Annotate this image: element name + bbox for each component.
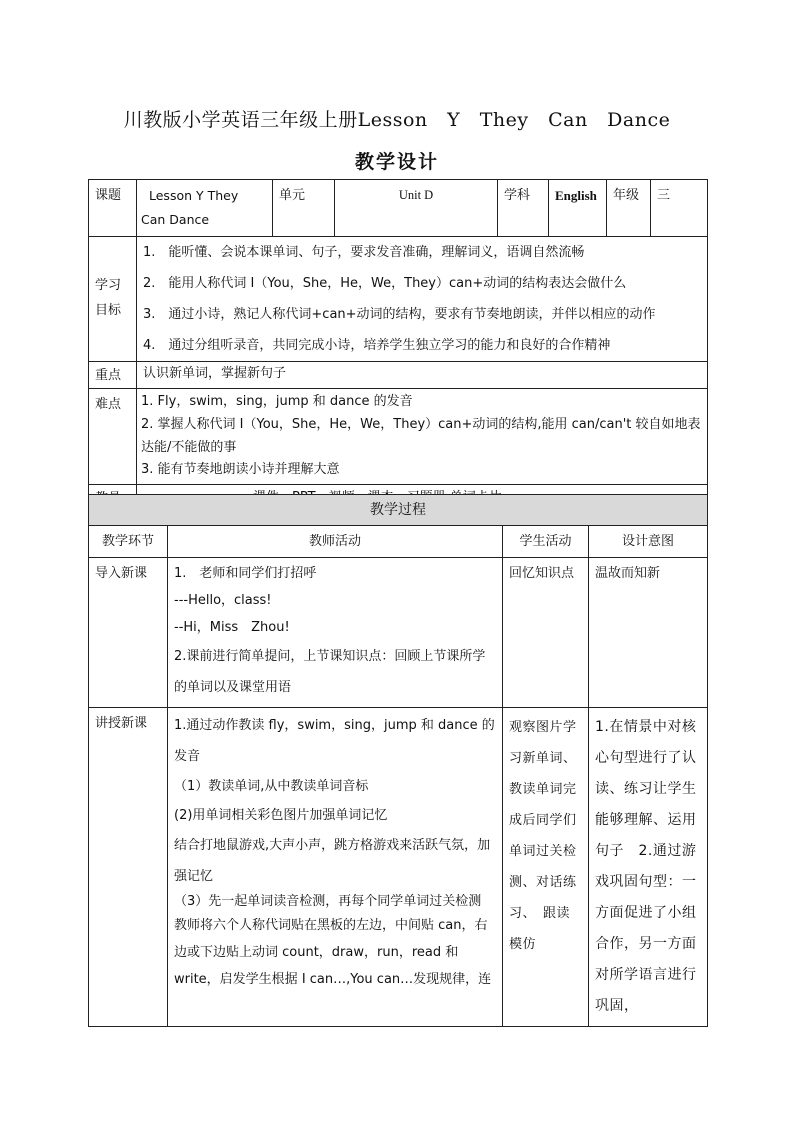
grade-label: 年级 xyxy=(607,180,651,237)
column-header: 学生活动 xyxy=(503,526,589,558)
difficulty-item: 1. Fly，swim，sing，jump 和 dance 的发音 xyxy=(141,394,413,410)
teacher-activity-line: --Hi，Miss Zhou! xyxy=(174,620,290,635)
intent-cell: 1.在情景中对核心句型进行了认读、练习让学生能够理解、运用句子 2.通过游戏巩固句型：一方面促进了小组合作，另一方面对所学语言进行巩固， xyxy=(589,708,708,1027)
goal-item: 1. 能听懂、会说本课单词、句子，要求发音准确，理解词义，语调自然流畅 xyxy=(143,244,585,260)
difficulties-label: 难点 xyxy=(89,389,137,485)
process-heading: 教学过程 xyxy=(89,495,708,526)
document-subtitle: 教学设计 xyxy=(354,151,439,173)
key-points-value: 认识新单词，掌握新句子 xyxy=(137,361,708,389)
topic-value xyxy=(137,180,273,237)
difficulties-list xyxy=(137,389,708,485)
teacher-activity-line: 1.通过动作教读 fly，swim，sing，jump 和 dance 的发音 xyxy=(174,718,495,764)
grade-value: 三 xyxy=(651,180,708,237)
goal-item: 4. 通过分组听录音，共同完成小诗，培养学生独立学习的能力和良好的合作精神 xyxy=(143,337,611,353)
teacher-activity-cell xyxy=(168,708,503,1027)
column-header: 教学环节 xyxy=(89,526,168,558)
topic-label: 课题 xyxy=(89,180,137,237)
unit-label: 单元 xyxy=(273,180,335,237)
column-header: 教师活动 xyxy=(168,526,503,558)
goal-item: 3. 通过小诗，熟记人称代词+can+动词的结构，要求有节奏地朗读，并伴以相应的动作 xyxy=(143,306,656,322)
stage-cell: 讲授新课 xyxy=(89,708,168,1027)
student-activity-cell: 观察图片学习新单词、教读单词完成后同学们单词过关检测、对话练习、 跟读模仿 xyxy=(503,708,589,1027)
table-row xyxy=(89,708,708,1027)
teacher-activity-cell xyxy=(168,558,503,708)
stage-cell: 导入新课 xyxy=(89,558,168,708)
teacher-activity-line: （1）教读单词,从中教读单词音标 xyxy=(174,779,369,794)
goals-list xyxy=(137,236,708,361)
process-table xyxy=(88,494,708,1027)
student-activity-cell: 回忆知识点 xyxy=(503,558,589,708)
topic-value-line1: Lesson Y They xyxy=(149,188,239,203)
teacher-activity-line: ---Hello，class! xyxy=(174,593,272,608)
key-points-label: 重点 xyxy=(89,361,137,389)
goals-label xyxy=(89,236,137,361)
difficulty-item: 3. 能有节奏地朗读小诗并理解大意 xyxy=(141,462,340,478)
document-title: 川教版小学英语三年级上册Lesson Y They Can Dance xyxy=(123,109,671,131)
subject-label: 学科 xyxy=(498,180,549,237)
teacher-activity-line: 1. 老师和同学们打招呼 xyxy=(174,566,317,581)
subject-value: English xyxy=(549,180,607,237)
teacher-activity-line: （3）先一起单词读音检测，再每个同学单词过关检测 xyxy=(174,894,482,909)
teacher-activity-line: (2)用单词相关彩色图片加强单词记忆 xyxy=(174,808,388,823)
difficulty-item: 2. 掌握人称代词 I（You，She，He，We，They）can+动词的结构,能用 can/can't 较自如地表达能/不能做的事 xyxy=(141,416,701,455)
intent-cell: 温故而知新 xyxy=(589,558,708,708)
unit-value: Unit D xyxy=(335,180,498,237)
goals-label-line2: 目标 xyxy=(95,302,122,318)
teacher-activity-line: 2.课前进行简单提问，上节课知识点：回顾上节课所学的单词以及课堂用语 xyxy=(174,649,486,695)
column-header: 设计意图 xyxy=(589,526,708,558)
goals-label-line1: 学习 xyxy=(95,277,122,293)
table-row xyxy=(89,558,708,708)
info-table xyxy=(88,179,708,513)
goal-item: 2. 能用人称代词 I（You，She，He，We，They）can+动词的结构表达会做什么 xyxy=(143,275,627,291)
teacher-activity-line: 结合打地鼠游戏,大声小声，跳方格游戏来活跃气氛，加强记忆 xyxy=(174,838,491,884)
teacher-activity-line: 教师将六个人称代词贴在黑板的左边，中间贴 can，右边或下边贴上动词 count，draw，run，read 和 write，启发学生根据 I can…,You can…发现规律，连 xyxy=(174,918,492,987)
topic-value-line2: Can Dance xyxy=(141,211,210,227)
